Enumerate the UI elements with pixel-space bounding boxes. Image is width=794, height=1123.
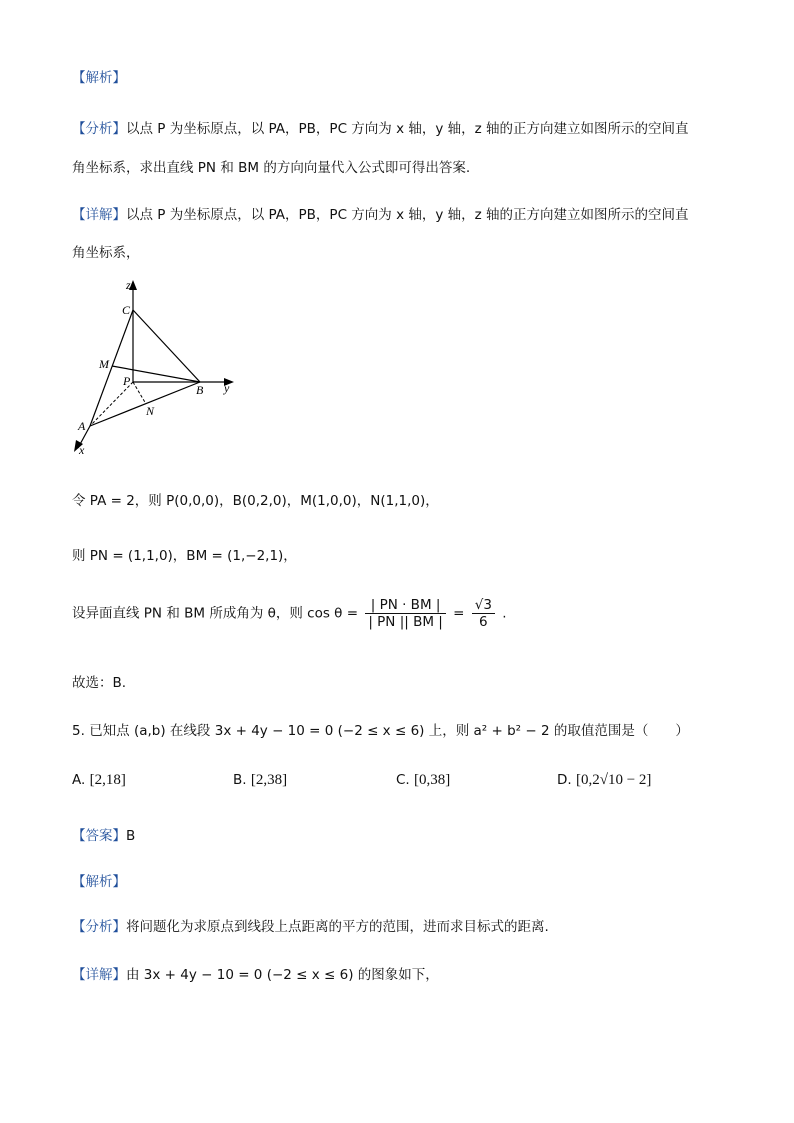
label-P: P (123, 374, 131, 388)
question-text: 已知点 (a,b) 在线段 3x + 4y − 10 = 0 (−2 ≤ x ≤ 6) 上，则 a² + b² − 2 的取值范围是（ ） (89, 723, 689, 739)
option-A-value: [2,18] (89, 772, 126, 788)
detail-tag: 【详解】 (72, 207, 126, 223)
detail-paragraph-line2 (72, 241, 140, 261)
cos-fraction-1-denominator: | PN || BM | (368, 614, 443, 630)
period: . (502, 605, 507, 622)
option-D (557, 772, 651, 789)
cos-prefix: 设异面直线 PN 和 BM 所成角为 θ，则 cos θ = (72, 605, 359, 622)
heading-label: 【解析】 (72, 70, 126, 86)
cos-fraction-2 (472, 597, 495, 630)
option-A (72, 772, 126, 789)
equals-sign: = (453, 605, 465, 622)
option-C-value: [0,38] (414, 772, 451, 788)
option-B-label: B. (233, 772, 247, 788)
label-x: x (79, 443, 85, 457)
edge-CA (90, 310, 133, 426)
cos-fraction-1 (365, 597, 446, 630)
cos-fraction-2-numerator: √3 (472, 597, 495, 614)
q5-detail-text: 由 3x + 4y − 10 = 0 (−2 ≤ x ≤ 6) 的图象如下， (126, 967, 439, 983)
option-C-label: C. (396, 772, 410, 788)
label-C: C (122, 303, 131, 317)
option-D-value: [0,2√10 − 2] (575, 772, 652, 788)
option-C (396, 772, 450, 789)
calc-line-1 (72, 489, 439, 509)
analysis-paragraph-line1 (72, 117, 689, 137)
analysis-paragraph-line2 (72, 156, 470, 176)
q5-detail-line (72, 963, 439, 983)
q5-analysis-tag: 【分析】 (72, 919, 126, 935)
analysis-text-2: 角坐标系，求出直线 PN 和 BM 的方向向量代入公式即可得出答案. (72, 160, 471, 176)
label-B: B (196, 383, 204, 397)
q5-analysis-line (72, 915, 549, 935)
analysis-text-1: 以点 P 为坐标原点，以 PA，PB，PC 方向为 x 轴，y 轴，z 轴的正方向建立如图所示的空间直 (126, 121, 689, 137)
calc-text-2: 则 PN = (1,1,0)，BM = (1,−2,1)， (72, 548, 297, 564)
answer-tag: 【答案】 (72, 828, 126, 844)
q5-analysis-text: 将问题化为求原点到线段上点距离的平方的范围，进而求目标式的距离. (126, 919, 549, 935)
label-z: z (126, 278, 131, 292)
option-B-value: [2,38] (250, 772, 288, 788)
calc-line-3 (72, 597, 507, 630)
analysis-tag: 【分析】 (72, 121, 126, 137)
edge-AB (90, 382, 200, 426)
option-D-label: D. (557, 772, 572, 788)
calc-line-2 (72, 544, 297, 564)
choose-text: 故选：B. (72, 675, 127, 691)
detail-paragraph-line1 (72, 203, 689, 223)
cos-fraction-1-numerator: | PN · BM | (365, 597, 446, 614)
q5-jiexi-heading (72, 870, 126, 890)
label-N: N (146, 404, 155, 418)
tetrahedron-figure (70, 278, 250, 460)
cos-fraction-2-denominator: 6 (479, 614, 488, 630)
x-axis-hidden (90, 382, 133, 426)
segment-PN (133, 382, 146, 404)
option-A-label: A. (72, 772, 86, 788)
label-M: M (99, 357, 109, 371)
q5-detail-tag: 【详解】 (72, 967, 126, 983)
answer-line (72, 824, 135, 844)
detail-text-2: 角坐标系， (72, 245, 140, 261)
question-5-stem (72, 719, 689, 739)
calc-text-1: 令 PA = 2，则 P(0,0,0)，B(0,2,0)，M(1,0,0)，N(1,1,0)， (72, 493, 439, 509)
label-A: A (78, 419, 86, 433)
calc-line-4 (72, 671, 126, 691)
answer-value: B (126, 828, 136, 844)
option-B (233, 772, 287, 789)
label-y: y (224, 381, 230, 395)
section-heading-jiexi (72, 66, 126, 86)
question-number: 5. (72, 723, 85, 739)
q5-heading-label: 【解析】 (72, 874, 126, 890)
detail-text-1: 以点 P 为坐标原点，以 PA，PB，PC 方向为 x 轴，y 轴，z 轴的正方向建立如图所示的空间直 (126, 207, 689, 223)
